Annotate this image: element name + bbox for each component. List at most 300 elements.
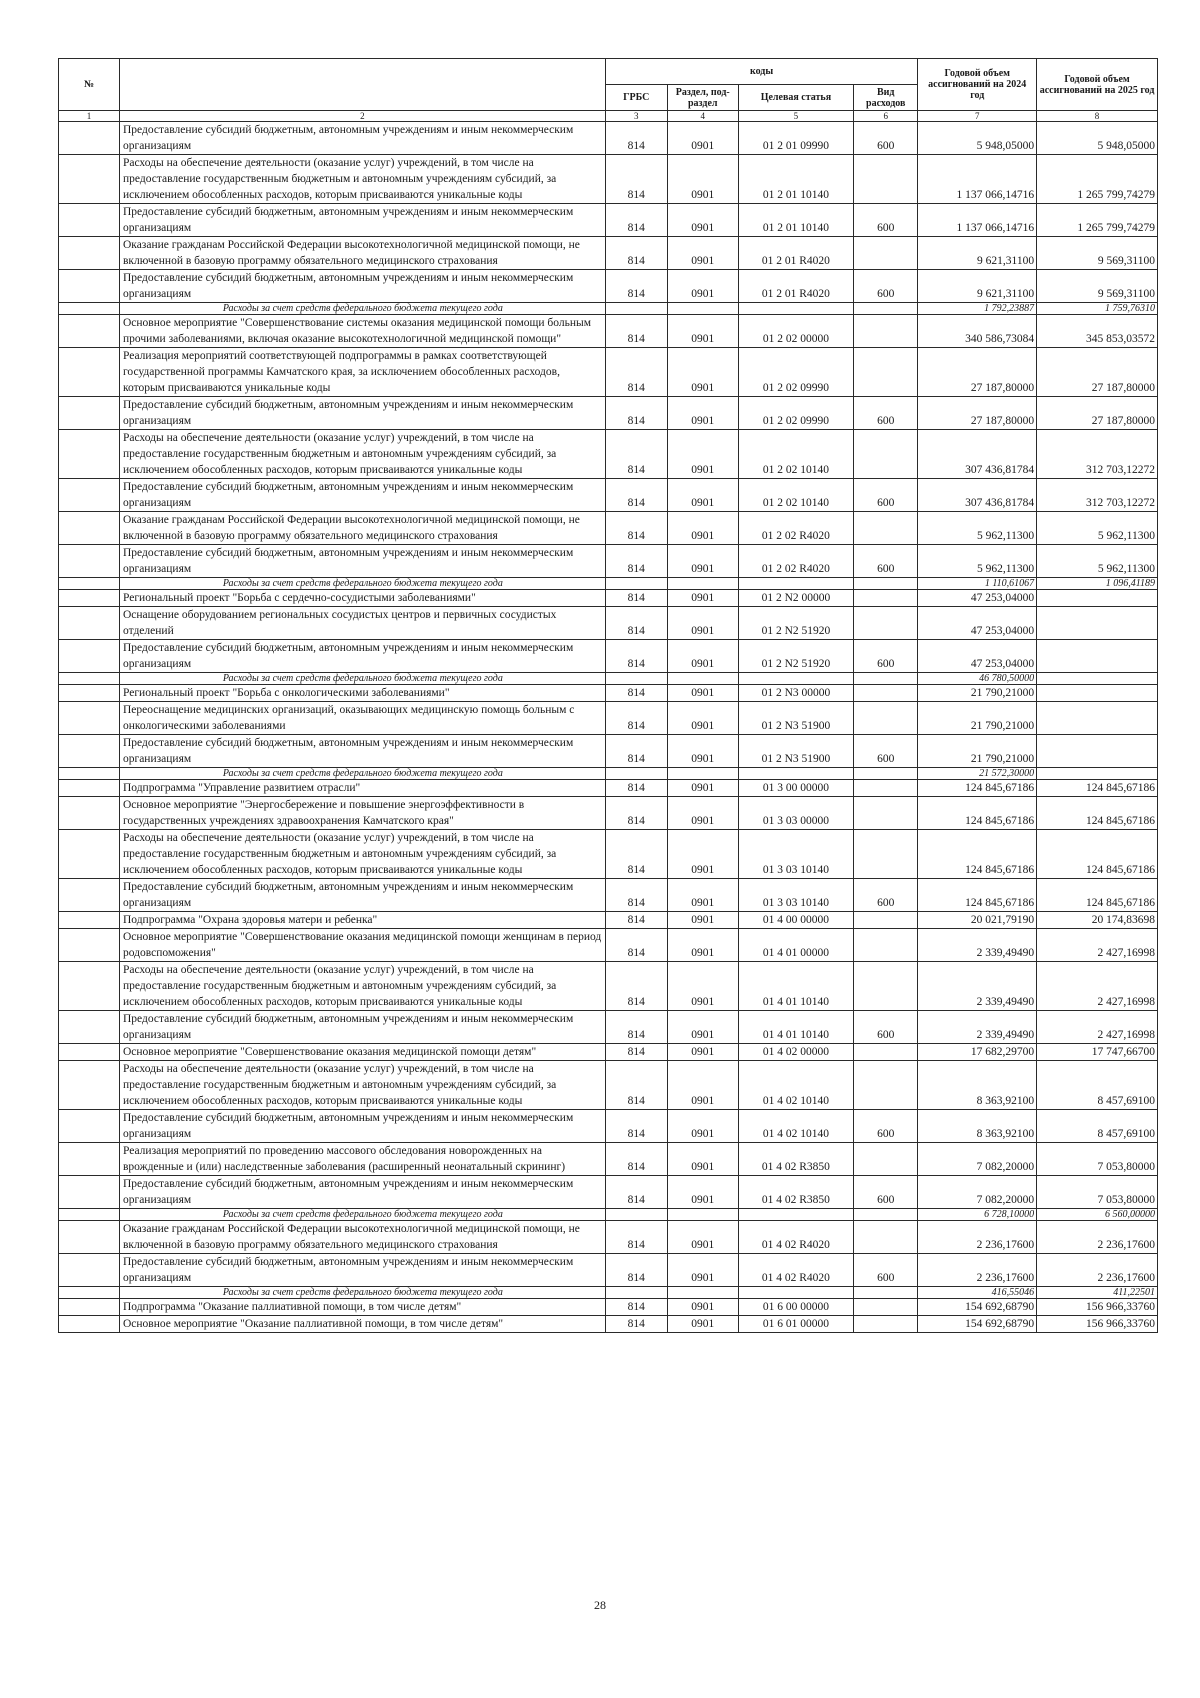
- table-row: [59, 1254, 1158, 1287]
- row-description: Предоставление субсидий бюджетным, автономным учреждениям и иным некоммерческим организациям: [119, 270, 605, 303]
- row-description: Предоставление субсидий бюджетным, автономным учреждениям и иным некоммерческим организациям: [119, 735, 605, 768]
- row-number-cell: [59, 912, 120, 929]
- row-article: 01 2 01 R4020: [738, 237, 853, 270]
- row-expense-type: [854, 1299, 918, 1316]
- row-volume-2025: 6 560,00000: [1037, 1209, 1158, 1221]
- row-volume-2025: 124 845,67186: [1037, 797, 1158, 830]
- row-section: [667, 673, 738, 685]
- row-section: 0901: [667, 1254, 738, 1287]
- row-number-cell: [59, 512, 120, 545]
- row-number-cell: [59, 673, 120, 685]
- row-number-cell: [59, 830, 120, 879]
- header-section: Раздел, под-раздел: [667, 85, 738, 111]
- row-volume-2025: 7 053,80000: [1037, 1176, 1158, 1209]
- row-description: Расходы за счет средств федерального бюджета текущего года: [119, 673, 605, 685]
- row-expense-type: [854, 430, 918, 479]
- row-grbs: 814: [605, 1221, 667, 1254]
- row-number-cell: [59, 1287, 120, 1299]
- column-number: 5: [738, 111, 853, 122]
- row-article: 01 2 N3 00000: [738, 685, 853, 702]
- row-volume-2025: 20 174,83698: [1037, 912, 1158, 929]
- column-number: 1: [59, 111, 120, 122]
- column-number: 2: [119, 111, 605, 122]
- row-description: Предоставление субсидий бюджетным, автономным учреждениям и иным некоммерческим организациям: [119, 1254, 605, 1287]
- row-article: 01 2 N2 00000: [738, 590, 853, 607]
- row-section: 0901: [667, 1061, 738, 1110]
- row-number-cell: [59, 607, 120, 640]
- row-volume-2025: 27 187,80000: [1037, 348, 1158, 397]
- table-row: [59, 1044, 1158, 1061]
- row-expense-type: [854, 155, 918, 204]
- row-volume-2025: 2 427,16998: [1037, 962, 1158, 1011]
- row-grbs: 814: [605, 1011, 667, 1044]
- row-volume-2024: 7 082,20000: [918, 1176, 1037, 1209]
- row-number-cell: [59, 348, 120, 397]
- row-volume-2024: 307 436,81784: [918, 479, 1037, 512]
- federal-budget-row: [59, 1287, 1158, 1299]
- row-grbs: 814: [605, 640, 667, 673]
- row-section: 0901: [667, 1176, 738, 1209]
- row-section: 0901: [667, 397, 738, 430]
- row-section: 0901: [667, 237, 738, 270]
- header-volume-2025: Годовой объем ассигнований на 2025 год: [1037, 59, 1158, 111]
- row-expense-type: 600: [854, 479, 918, 512]
- table-row: [59, 912, 1158, 929]
- row-volume-2024: 6 728,10000: [918, 1209, 1037, 1221]
- row-description: Региональный проект "Борьба с сердечно-сосудистыми заболеваниями": [119, 590, 605, 607]
- row-volume-2025: 5 948,05000: [1037, 122, 1158, 155]
- row-section: 0901: [667, 512, 738, 545]
- row-article: 01 4 02 00000: [738, 1044, 853, 1061]
- row-grbs: [605, 303, 667, 315]
- row-number-cell: [59, 237, 120, 270]
- row-description: Расходы на обеспечение деятельности (оказание услуг) учреждений, в том числе на предоставление государственным бюджетным и автономным учреждениям субсидий, за исключением обособленных расходов, которым присваиваются уникальные коды: [119, 155, 605, 204]
- table-row: [59, 1011, 1158, 1044]
- row-section: 0901: [667, 348, 738, 397]
- row-volume-2025: 124 845,67186: [1037, 879, 1158, 912]
- row-section: [667, 1209, 738, 1221]
- row-expense-type: 600: [854, 735, 918, 768]
- row-article: 01 2 01 R4020: [738, 270, 853, 303]
- table-row: [59, 590, 1158, 607]
- row-volume-2024: 2 339,49490: [918, 962, 1037, 1011]
- row-volume-2024: 340 586,73084: [918, 315, 1037, 348]
- row-description: Оказание гражданам Российской Федерации высокотехнологичной медицинской помощи, не включенной в базовую программу обязательного медицинского страхования: [119, 512, 605, 545]
- row-number-cell: [59, 578, 120, 590]
- table-row: [59, 204, 1158, 237]
- row-description: Расходы за счет средств федерального бюджета текущего года: [119, 578, 605, 590]
- row-grbs: 814: [605, 479, 667, 512]
- row-article: 01 3 00 00000: [738, 780, 853, 797]
- table-row: [59, 430, 1158, 479]
- row-expense-type: [854, 1221, 918, 1254]
- table-row: [59, 1299, 1158, 1316]
- row-volume-2025: 312 703,12272: [1037, 430, 1158, 479]
- row-expense-type: 600: [854, 1254, 918, 1287]
- page-number: 28: [594, 1598, 606, 1612]
- row-description: Расходы на обеспечение деятельности (оказание услуг) учреждений, в том числе на предоставление государственным бюджетным и автономным учреждениям субсидий, за исключением обособленных расходов, которым присваиваются уникальные коды: [119, 1061, 605, 1110]
- table-header: [59, 59, 1158, 122]
- row-grbs: 814: [605, 607, 667, 640]
- row-section: 0901: [667, 780, 738, 797]
- row-volume-2024: 416,55046: [918, 1287, 1037, 1299]
- table-row: [59, 315, 1158, 348]
- row-volume-2025: 411,22501: [1037, 1287, 1158, 1299]
- row-section: [667, 303, 738, 315]
- table-row: [59, 962, 1158, 1011]
- row-volume-2025: 17 747,66700: [1037, 1044, 1158, 1061]
- row-expense-type: 600: [854, 1110, 918, 1143]
- row-number-cell: [59, 768, 120, 780]
- row-number-cell: [59, 430, 120, 479]
- row-grbs: 814: [605, 1110, 667, 1143]
- row-article: 01 2 02 R4020: [738, 512, 853, 545]
- table-row: [59, 735, 1158, 768]
- row-description: Основное мероприятие "Совершенствование оказания медицинской помощи женщинам в период родовспоможения": [119, 929, 605, 962]
- row-grbs: 814: [605, 155, 667, 204]
- row-volume-2025: 345 853,03572: [1037, 315, 1158, 348]
- header-number: №: [59, 59, 120, 111]
- row-article: 01 2 N3 51900: [738, 702, 853, 735]
- row-grbs: 814: [605, 685, 667, 702]
- table-row: [59, 607, 1158, 640]
- row-expense-type: [854, 578, 918, 590]
- row-section: 0901: [667, 430, 738, 479]
- row-description: Предоставление субсидий бюджетным, автономным учреждениям и иным некоммерческим организациям: [119, 879, 605, 912]
- row-volume-2025: 9 569,31100: [1037, 270, 1158, 303]
- row-volume-2025: [1037, 735, 1158, 768]
- row-grbs: 814: [605, 1299, 667, 1316]
- row-expense-type: [854, 912, 918, 929]
- row-number-cell: [59, 1254, 120, 1287]
- header-codes: коды: [605, 59, 918, 85]
- table-row: [59, 270, 1158, 303]
- row-article: 01 3 03 00000: [738, 797, 853, 830]
- column-number: 3: [605, 111, 667, 122]
- row-volume-2025: 124 845,67186: [1037, 780, 1158, 797]
- row-section: 0901: [667, 962, 738, 1011]
- table-row: [59, 545, 1158, 578]
- row-section: 0901: [667, 590, 738, 607]
- row-section: 0901: [667, 270, 738, 303]
- row-number-cell: [59, 155, 120, 204]
- row-volume-2024: 124 845,67186: [918, 879, 1037, 912]
- row-description: Реализация мероприятий соответствующей подпрограммы в рамках соответствующей государственной программы Камчатского края, за исключением обособленных расходов, которым присваиваются уникальные коды: [119, 348, 605, 397]
- row-description: Предоставление субсидий бюджетным, автономным учреждениям и иным некоммерческим организациям: [119, 397, 605, 430]
- row-expense-type: 600: [854, 1011, 918, 1044]
- row-grbs: [605, 578, 667, 590]
- row-volume-2025: 2 236,17600: [1037, 1221, 1158, 1254]
- row-grbs: 814: [605, 204, 667, 237]
- row-grbs: 814: [605, 879, 667, 912]
- row-section: 0901: [667, 315, 738, 348]
- row-section: 0901: [667, 545, 738, 578]
- table-row: [59, 1176, 1158, 1209]
- table-row: [59, 512, 1158, 545]
- row-expense-type: [854, 237, 918, 270]
- row-expense-type: [854, 1044, 918, 1061]
- row-section: 0901: [667, 685, 738, 702]
- row-volume-2025: 1 096,41189: [1037, 578, 1158, 590]
- row-article: 01 4 02 R3850: [738, 1176, 853, 1209]
- row-article: 01 4 02 R4020: [738, 1254, 853, 1287]
- row-volume-2024: 1 110,61067: [918, 578, 1037, 590]
- row-article: 01 2 N2 51920: [738, 640, 853, 673]
- row-article: 01 2 01 09990: [738, 122, 853, 155]
- row-volume-2025: 5 962,11300: [1037, 545, 1158, 578]
- row-volume-2024: 21 790,21000: [918, 685, 1037, 702]
- row-volume-2024: 124 845,67186: [918, 830, 1037, 879]
- row-volume-2025: 1 759,76310: [1037, 303, 1158, 315]
- row-description: Реализация мероприятий по проведению массового обследования новорожденных на врожденные и (или) наследственные заболевания (расширенный неонатальный скрининг): [119, 1143, 605, 1176]
- row-description: Предоставление субсидий бюджетным, автономным учреждениям и иным некоммерческим организациям: [119, 1110, 605, 1143]
- row-number-cell: [59, 397, 120, 430]
- row-section: 0901: [667, 929, 738, 962]
- row-grbs: 814: [605, 1061, 667, 1110]
- row-expense-type: 600: [854, 122, 918, 155]
- row-number-cell: [59, 1299, 120, 1316]
- row-expense-type: [854, 702, 918, 735]
- budget-table-sheet: [58, 58, 1158, 1333]
- row-grbs: 814: [605, 735, 667, 768]
- row-volume-2025: 156 966,33760: [1037, 1316, 1158, 1333]
- row-article: 01 3 03 10140: [738, 830, 853, 879]
- row-article: [738, 303, 853, 315]
- row-article: 01 4 02 R3850: [738, 1143, 853, 1176]
- row-expense-type: 600: [854, 640, 918, 673]
- row-volume-2024: 154 692,68790: [918, 1299, 1037, 1316]
- row-grbs: 814: [605, 270, 667, 303]
- row-article: 01 2 02 09990: [738, 397, 853, 430]
- row-grbs: 814: [605, 780, 667, 797]
- table-row: [59, 1143, 1158, 1176]
- row-number-cell: [59, 1011, 120, 1044]
- budget-table: [58, 58, 1158, 1333]
- row-volume-2024: 21 790,21000: [918, 702, 1037, 735]
- header-grbs: ГРБС: [605, 85, 667, 111]
- row-grbs: 814: [605, 1176, 667, 1209]
- row-description: Расходы на обеспечение деятельности (оказание услуг) учреждений, в том числе на предоставление государственным бюджетным и автономным учреждениям субсидий, за исключением обособленных расходов, которым присваиваются уникальные коды: [119, 830, 605, 879]
- row-number-cell: [59, 780, 120, 797]
- row-section: 0901: [667, 122, 738, 155]
- row-number-cell: [59, 1316, 120, 1333]
- row-section: 0901: [667, 830, 738, 879]
- row-grbs: 814: [605, 122, 667, 155]
- row-volume-2025: 27 187,80000: [1037, 397, 1158, 430]
- row-section: 0901: [667, 702, 738, 735]
- federal-budget-row: [59, 673, 1158, 685]
- table-row: [59, 879, 1158, 912]
- row-section: 0901: [667, 155, 738, 204]
- row-volume-2025: 8 457,69100: [1037, 1061, 1158, 1110]
- row-expense-type: 600: [854, 204, 918, 237]
- row-section: 0901: [667, 1143, 738, 1176]
- table-row: [59, 685, 1158, 702]
- row-grbs: [605, 673, 667, 685]
- row-grbs: 814: [605, 912, 667, 929]
- row-section: 0901: [667, 879, 738, 912]
- row-expense-type: [854, 797, 918, 830]
- row-grbs: 814: [605, 962, 667, 1011]
- row-expense-type: [854, 962, 918, 1011]
- row-grbs: 814: [605, 929, 667, 962]
- row-volume-2025: [1037, 702, 1158, 735]
- row-section: 0901: [667, 204, 738, 237]
- row-number-cell: [59, 270, 120, 303]
- row-number-cell: [59, 1221, 120, 1254]
- row-volume-2024: 8 363,92100: [918, 1061, 1037, 1110]
- row-volume-2025: 9 569,31100: [1037, 237, 1158, 270]
- row-volume-2024: 154 692,68790: [918, 1316, 1037, 1333]
- row-number-cell: [59, 735, 120, 768]
- row-description: Переоснащение медицинских организаций, оказывающих медицинскую помощь больным с онкологическими заболеваниями: [119, 702, 605, 735]
- row-expense-type: [854, 512, 918, 545]
- row-description: Основное мероприятие "Энергосбережение и повышение энергоэффективности в государственных учреждениях здравоохранения Камчатского края": [119, 797, 605, 830]
- row-expense-type: 600: [854, 545, 918, 578]
- row-grbs: 814: [605, 237, 667, 270]
- row-grbs: [605, 1209, 667, 1221]
- row-expense-type: [854, 673, 918, 685]
- row-grbs: 814: [605, 545, 667, 578]
- row-grbs: 814: [605, 1254, 667, 1287]
- row-number-cell: [59, 1176, 120, 1209]
- row-section: 0901: [667, 1044, 738, 1061]
- row-section: 0901: [667, 1221, 738, 1254]
- row-volume-2025: [1037, 590, 1158, 607]
- row-article: 01 2 02 10140: [738, 430, 853, 479]
- table-row: [59, 830, 1158, 879]
- table-row: [59, 348, 1158, 397]
- row-expense-type: 600: [854, 270, 918, 303]
- row-volume-2024: 2 236,17600: [918, 1254, 1037, 1287]
- row-expense-type: [854, 1287, 918, 1299]
- row-expense-type: [854, 780, 918, 797]
- row-number-cell: [59, 1061, 120, 1110]
- table-row: [59, 1221, 1158, 1254]
- row-number-cell: [59, 315, 120, 348]
- row-article: 01 2 N2 51920: [738, 607, 853, 640]
- table-row: [59, 929, 1158, 962]
- row-article: [738, 1209, 853, 1221]
- table-row: [59, 237, 1158, 270]
- row-description: Предоставление субсидий бюджетным, автономным учреждениям и иным некоммерческим организациям: [119, 204, 605, 237]
- row-grbs: 814: [605, 1044, 667, 1061]
- table-row: [59, 780, 1158, 797]
- row-description: Расходы за счет средств федерального бюджета текущего года: [119, 1287, 605, 1299]
- column-number: 7: [918, 111, 1037, 122]
- row-volume-2024: 9 621,31100: [918, 270, 1037, 303]
- row-volume-2025: [1037, 673, 1158, 685]
- table-row: [59, 1316, 1158, 1333]
- table-row: [59, 397, 1158, 430]
- row-section: [667, 768, 738, 780]
- table-body: [59, 122, 1158, 1333]
- row-grbs: 814: [605, 512, 667, 545]
- row-volume-2024: 21 790,21000: [918, 735, 1037, 768]
- row-description: Предоставление субсидий бюджетным, автономным учреждениям и иным некоммерческим организациям: [119, 640, 605, 673]
- row-description: Расходы на обеспечение деятельности (оказание услуг) учреждений, в том числе на предоставление государственным бюджетным и автономным учреждениям субсидий, за исключением обособленных расходов, которым присваиваются уникальные коды: [119, 430, 605, 479]
- row-article: [738, 768, 853, 780]
- row-section: 0901: [667, 1110, 738, 1143]
- row-volume-2025: 5 962,11300: [1037, 512, 1158, 545]
- row-volume-2024: 21 572,30000: [918, 768, 1037, 780]
- row-volume-2024: 2 339,49490: [918, 929, 1037, 962]
- row-grbs: 814: [605, 830, 667, 879]
- row-volume-2024: 5 948,05000: [918, 122, 1037, 155]
- row-expense-type: 600: [854, 1176, 918, 1209]
- row-expense-type: [854, 315, 918, 348]
- row-description: Предоставление субсидий бюджетным, автономным учреждениям и иным некоммерческим организациям: [119, 479, 605, 512]
- row-expense-type: 600: [854, 397, 918, 430]
- row-description: Расходы за счет средств федерального бюджета текущего года: [119, 1209, 605, 1221]
- row-volume-2025: [1037, 640, 1158, 673]
- row-description: Расходы за счет средств федерального бюджета текущего года: [119, 768, 605, 780]
- table-row: [59, 702, 1158, 735]
- row-grbs: [605, 1287, 667, 1299]
- row-volume-2025: [1037, 685, 1158, 702]
- header-expense-type: Вид расходов: [854, 85, 918, 111]
- row-number-cell: [59, 1209, 120, 1221]
- row-article: 01 2 N3 51900: [738, 735, 853, 768]
- row-volume-2025: 124 845,67186: [1037, 830, 1158, 879]
- row-volume-2024: 9 621,31100: [918, 237, 1037, 270]
- row-expense-type: [854, 929, 918, 962]
- row-number-cell: [59, 204, 120, 237]
- row-grbs: 814: [605, 348, 667, 397]
- row-section: 0901: [667, 1299, 738, 1316]
- row-number-cell: [59, 1110, 120, 1143]
- row-article: 01 2 01 10140: [738, 155, 853, 204]
- row-number-cell: [59, 1044, 120, 1061]
- row-volume-2024: 27 187,80000: [918, 397, 1037, 430]
- row-section: [667, 578, 738, 590]
- row-article: 01 4 01 10140: [738, 1011, 853, 1044]
- row-volume-2025: 312 703,12272: [1037, 479, 1158, 512]
- row-grbs: 814: [605, 397, 667, 430]
- table-row: [59, 1061, 1158, 1110]
- row-expense-type: [854, 1061, 918, 1110]
- row-article: [738, 673, 853, 685]
- row-grbs: [605, 768, 667, 780]
- row-section: 0901: [667, 1316, 738, 1333]
- row-description: Расходы за счет средств федерального бюджета текущего года: [119, 303, 605, 315]
- table-row: [59, 640, 1158, 673]
- row-grbs: 814: [605, 702, 667, 735]
- row-description: Предоставление субсидий бюджетным, автономным учреждениям и иным некоммерческим организациям: [119, 1176, 605, 1209]
- row-volume-2024: 124 845,67186: [918, 780, 1037, 797]
- row-expense-type: [854, 768, 918, 780]
- row-volume-2024: 47 253,04000: [918, 607, 1037, 640]
- row-section: 0901: [667, 912, 738, 929]
- row-number-cell: [59, 962, 120, 1011]
- row-section: 0901: [667, 1011, 738, 1044]
- row-number-cell: [59, 122, 120, 155]
- row-description: Предоставление субсидий бюджетным, автономным учреждениям и иным некоммерческим организациям: [119, 122, 605, 155]
- row-expense-type: [854, 1316, 918, 1333]
- row-volume-2025: 2 427,16998: [1037, 929, 1158, 962]
- table-row: [59, 122, 1158, 155]
- header-article: Целевая статья: [738, 85, 853, 111]
- row-grbs: 814: [605, 797, 667, 830]
- row-section: 0901: [667, 607, 738, 640]
- federal-budget-row: [59, 303, 1158, 315]
- row-number-cell: [59, 545, 120, 578]
- row-description: Подпрограмма "Управление развитием отрасли": [119, 780, 605, 797]
- row-volume-2024: 307 436,81784: [918, 430, 1037, 479]
- row-article: 01 6 01 00000: [738, 1316, 853, 1333]
- federal-budget-row: [59, 1209, 1158, 1221]
- row-volume-2024: 2 339,49490: [918, 1011, 1037, 1044]
